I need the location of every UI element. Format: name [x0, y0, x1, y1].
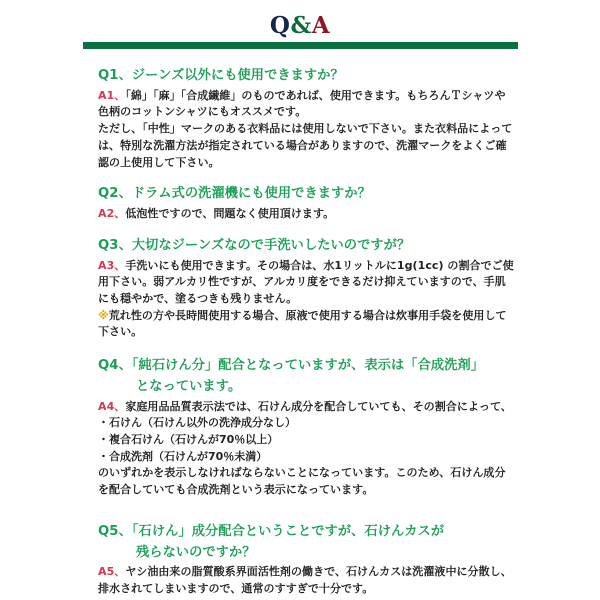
title-divider-rule: [83, 42, 518, 49]
qa-list: [0, 49, 600, 598]
question-heading-q4-line2: となっています。: [136, 378, 242, 394]
answer-bullet-a4-2: ・複合石けん（石けんが70％以上）: [98, 433, 279, 447]
answer-text-a5-1: ヤシ油由来の脂質酸系界面活性剤の働きで、石けんカスは洗濯液中に分散し、排水されてしまいますので、通常のすすぎで十分です。: [98, 565, 512, 596]
answer-tag-a1: A1、: [98, 88, 126, 102]
answer-text-a3-1: 手洗いにも使用できます。その場合は、水1リットルに1g(1cc) の割合でご使用下さい。弱アルカリ性ですが、アルカリ度をできるだけ抑えていますので、手肌にも穏やかで、塗るつきも残りません。: [98, 258, 514, 305]
question-heading-q5-line1: Q5、「石けん」成分配合ということですが、石けんカスが: [98, 523, 445, 539]
question-heading-q3: Q3、大切なジーンズなので手洗いしたいのですが？: [98, 237, 411, 253]
answer-text-a1-1: 「綿」「麻」「合成繊維」のものであれば、使用できます。もちろんＴシャツや色柄のコットンシャツにもオススメです。: [98, 88, 506, 119]
answer-tag-a3: A3、: [98, 258, 126, 272]
qa-entry-q5: [98, 523, 514, 598]
asterisk-note-icon: ※: [98, 308, 109, 322]
answer-bullet-a4-1: ・石けん（石けん以外の洗浄成分なし）: [98, 416, 296, 430]
answer-tag-a2: A2、: [98, 207, 126, 221]
answer-tag-a4: A4、: [98, 399, 126, 413]
question-heading-q5-line2: 残らないのですか？: [136, 544, 256, 560]
answer-text-a2-1: 低泡性ですので、問題なく使用頂けます。: [125, 207, 335, 221]
title-letter-q: Q: [269, 12, 291, 39]
page-title: [270, 14, 330, 37]
answer-paragraph-a5-1: [98, 564, 514, 597]
answer-note-a3: [98, 308, 514, 341]
answer-paragraph-a3-1: [98, 258, 514, 308]
answer-paragraph-a1-1: [98, 88, 514, 121]
page-header: [0, 0, 600, 49]
answer-bullet-a4-3: ・合成洗剤（石けんが70％未満）: [98, 449, 268, 463]
title-letter-ampersand: &: [290, 12, 312, 39]
answer-paragraph-a1-2: ただし、「中性」マークのある衣料品には使用しないで下さい。また衣料品によっては、特別な洗濯方法が指定されている場合がありますので、洗濯マークをよくご確認の上使用して下さい。: [98, 122, 513, 169]
answer-paragraph-a2-1: [98, 206, 514, 223]
answer-paragraph-a4-1: [98, 399, 514, 416]
title-letter-a: A: [311, 12, 331, 39]
question-heading-q2: Q2、ドラム式の洗濯機にも使用できますか？: [98, 186, 371, 202]
question-heading-q1: Q1、ジーンズ以外にも使用できますか？: [98, 68, 344, 83]
question-heading-q4-line1: Q4、「純石けん分」配合となっていますが、表示は「合成洗剤」: [98, 358, 485, 374]
qa-entry-q1: [98, 67, 514, 171]
answer-tag-a5: A5、: [98, 565, 126, 579]
answer-closing-a4: のいずれかを表示しなければならないことになっています。このため、石けん成分を配合していても合成洗剤という表示になっています。: [98, 466, 506, 497]
qa-entry-q4: [98, 357, 514, 499]
qa-entry-q3: [98, 237, 514, 341]
answer-text-a4-1: 家庭用品品質表示法では、石けん成分を配合していても、その割合によって、: [125, 399, 512, 413]
answer-note-text-a3: 荒れ性の方や長時間使用する場合、原液で使用する場合は炊事用手袋を使用して下さい。: [98, 308, 507, 339]
qa-entry-q2: [98, 185, 514, 222]
